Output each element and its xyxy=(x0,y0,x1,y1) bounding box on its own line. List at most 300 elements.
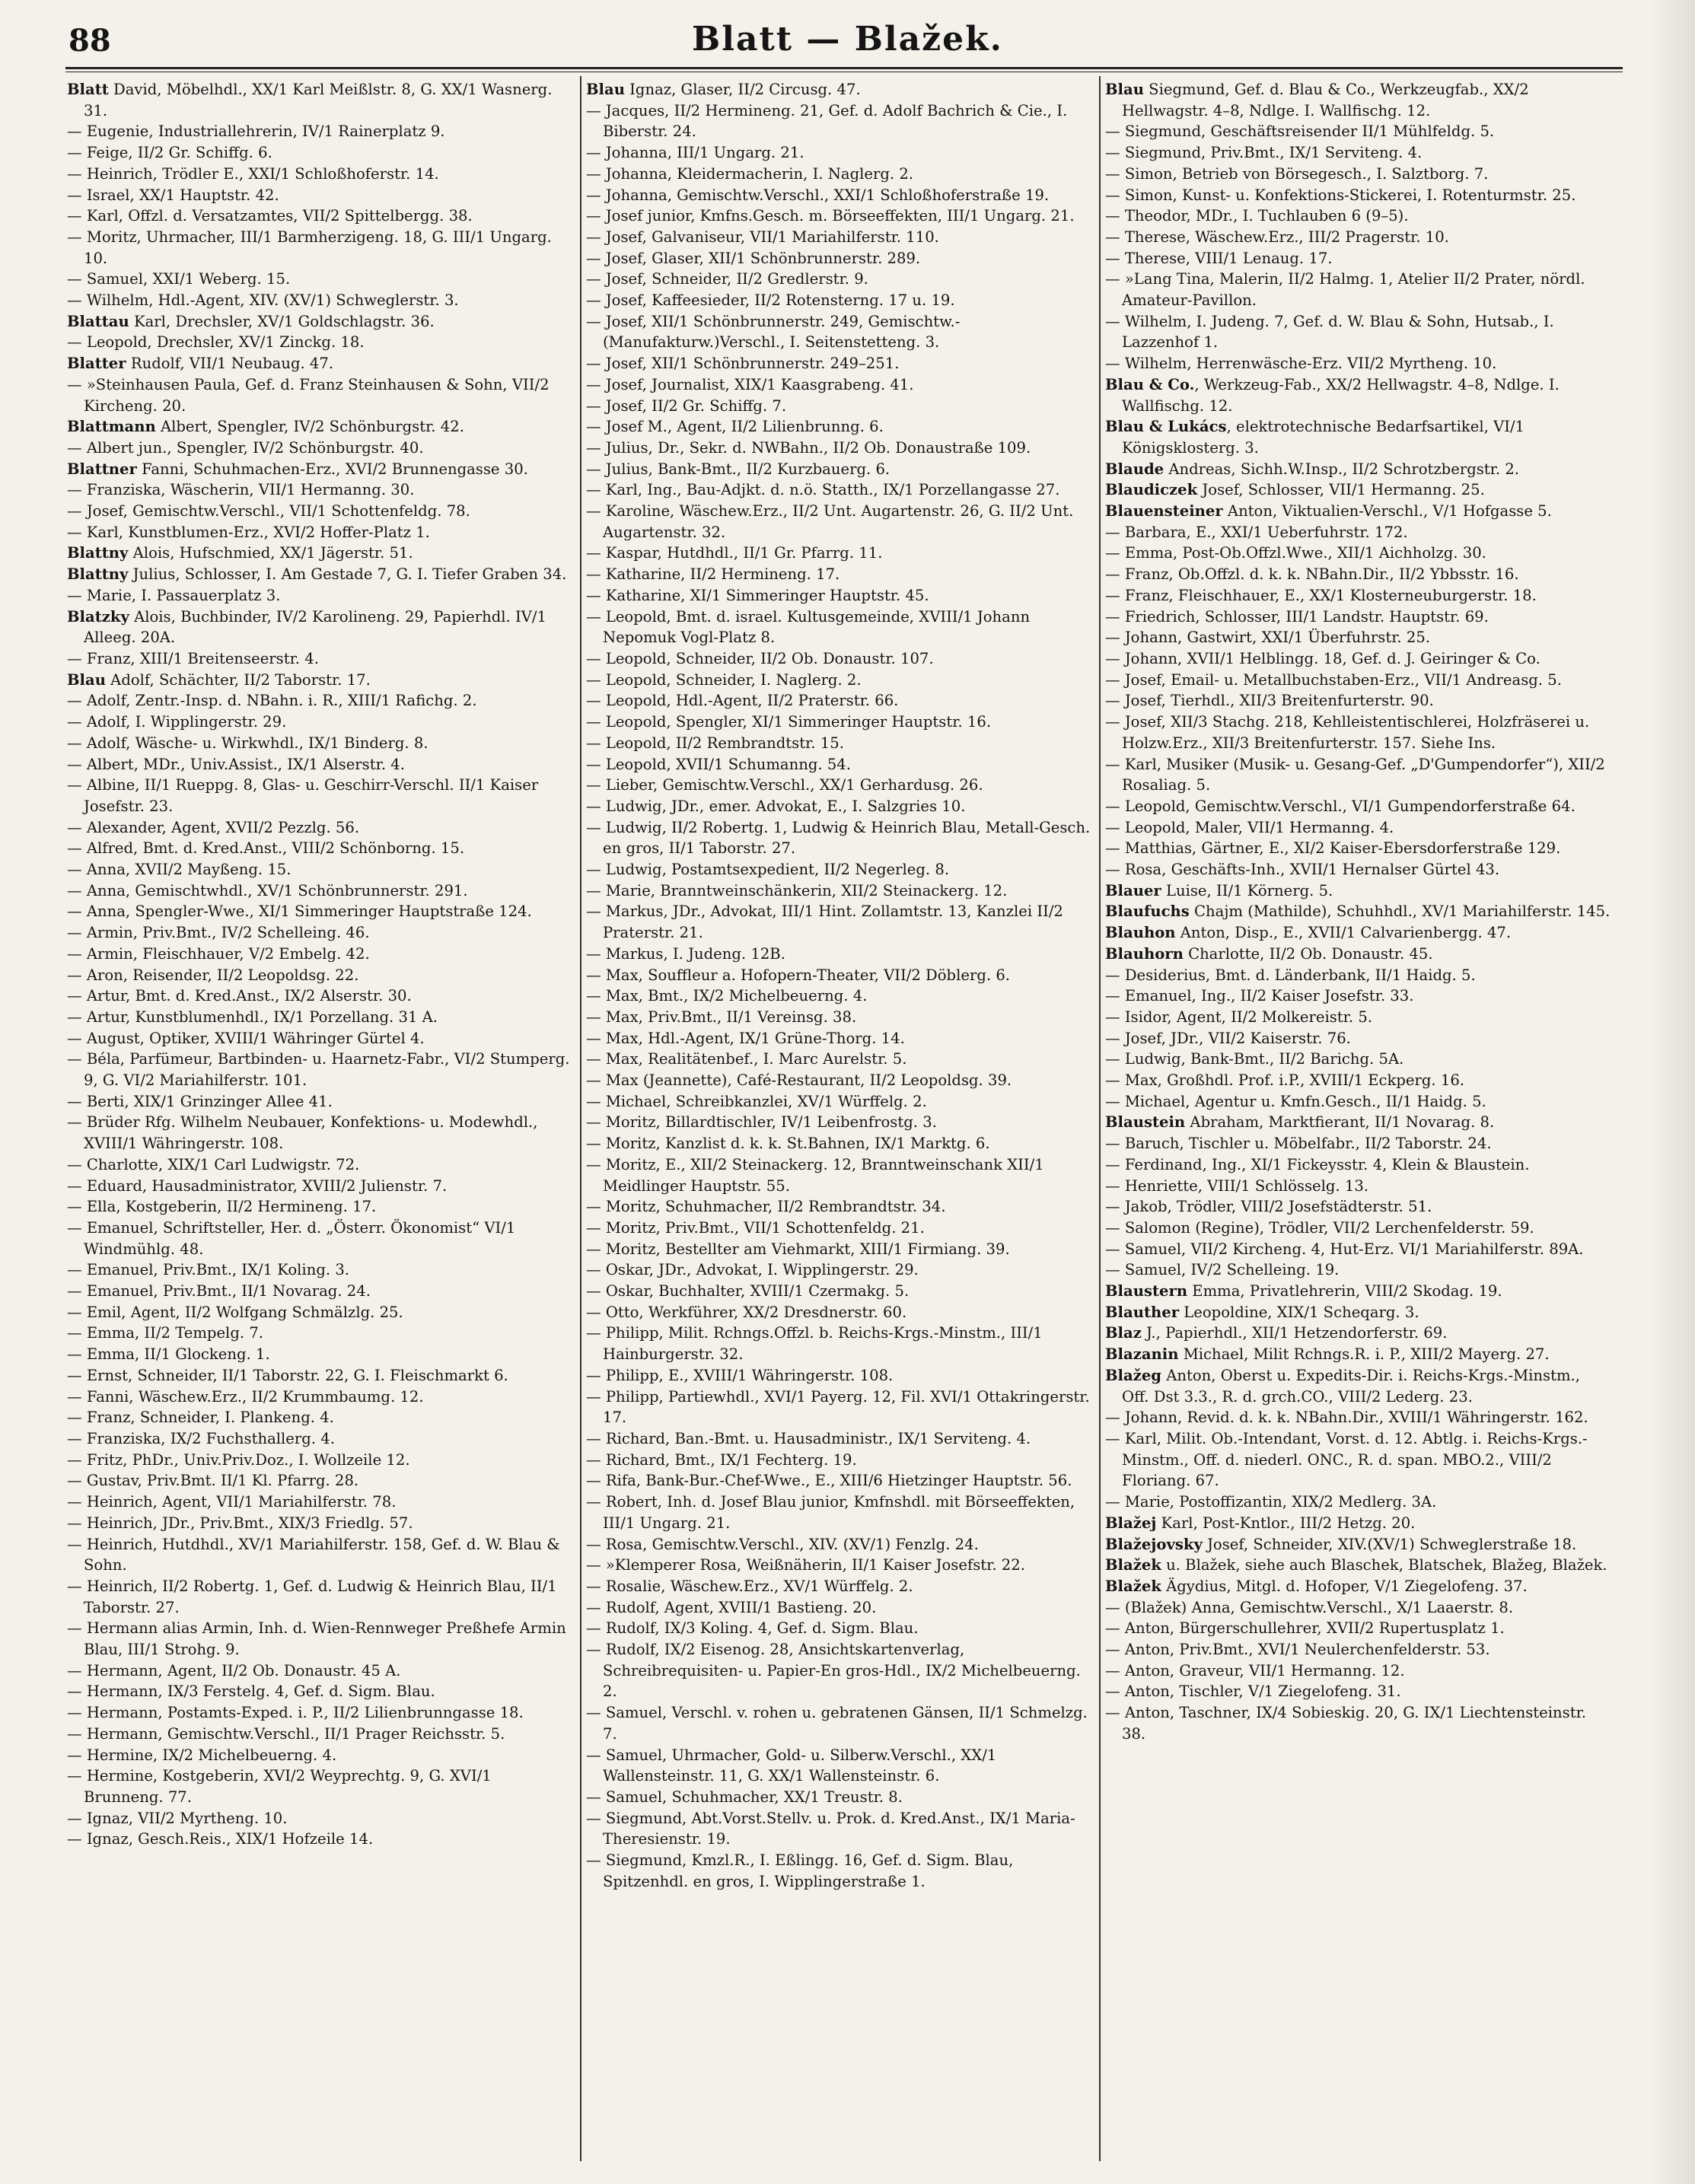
directory-entry xyxy=(1105,712,1611,753)
entry-headword: Blažej xyxy=(1105,1514,1157,1532)
entry-text: — Rudolf, IX/2 Eisenog. 28, Ansichtskartenverlag, Schreibrequisiten- u. Papier-En gros-Hdl., IX/2 Michelbeuerng. 2. xyxy=(586,1641,1081,1701)
entry-headword: Blatt xyxy=(67,81,109,98)
entry-text: — Moritz, Kanzlist d. k. k. St.Bahnen, IX/1 Marktg. 6. xyxy=(586,1135,990,1153)
column-3 xyxy=(1105,79,1611,2164)
entry-text: — Josef, XII/1 Schönbrunnerstr. 249–251. xyxy=(586,355,900,373)
entry-text: — Josef, II/2 Gr. Schiffg. 7. xyxy=(586,396,787,415)
directory-entry xyxy=(586,754,1092,775)
entry-text: Charlotte, II/2 Ob. Donaustr. 45. xyxy=(1183,944,1433,963)
entry-text: — Anton, Bürgerschullehrer, XVII/2 Rupertusplatz 1. xyxy=(1105,1619,1505,1638)
directory-entry xyxy=(586,438,1092,459)
directory-entry xyxy=(67,1218,573,1259)
directory-entry xyxy=(67,922,573,944)
directory-entry xyxy=(1105,374,1611,416)
entry-text: — Leopold, II/2 Rembrandtstr. 15. xyxy=(586,734,844,752)
directory-entry xyxy=(586,416,1092,438)
entry-text: Josef, Schneider, XIV.(XV/1) Schweglerstraße 18. xyxy=(1202,1535,1577,1553)
directory-entry xyxy=(67,1407,573,1428)
entry-text: — Josef, JDr., VII/2 Kaiserstr. 76. xyxy=(1105,1029,1351,1047)
directory-entry xyxy=(67,1007,573,1028)
entry-text: — Josef, Glaser, XII/1 Schönbrunnerstr. 289. xyxy=(586,249,921,267)
entry-text: — Hermann alias Armin, Inh. d. Wien-Rennweger Preßhefe Armin Blau, III/1 Strohg. 9. xyxy=(67,1619,566,1659)
directory-entry xyxy=(67,1302,573,1323)
directory-entry xyxy=(586,1555,1092,1576)
directory-entry xyxy=(67,1154,573,1176)
directory-entry xyxy=(586,1639,1092,1702)
entry-headword: Blattau xyxy=(67,312,129,330)
entry-text: — Hermann, Agent, II/2 Ob. Donaustr. 45 A. xyxy=(67,1661,401,1679)
entry-text: — Franz, Fleischhauer, E., XX/1 Klosterneuburgerstr. 18. xyxy=(1105,586,1537,604)
directory-entry xyxy=(586,1239,1092,1260)
entry-text: — Emanuel, Ing., II/2 Kaiser Josefstr. 33. xyxy=(1105,987,1414,1005)
directory-entry xyxy=(1105,311,1611,353)
entry-text: Anton, Disp., E., XVII/1 Calvarienbergg. 47. xyxy=(1175,924,1512,942)
entry-text: — Marie, Postoffizantin, XIX/2 Medlerg. 3A. xyxy=(1105,1493,1437,1511)
directory-entry xyxy=(1105,564,1611,585)
directory-entry xyxy=(1105,606,1611,628)
column-divider xyxy=(580,76,581,2161)
entry-text: — Julius, Dr., Sekr. d. NWBahn., II/2 Ob. Donaustraße 109. xyxy=(586,438,1031,457)
entry-text: — Anton, Priv.Bmt., XVI/1 Neulerchenfelderstr. 53. xyxy=(1105,1641,1490,1659)
entry-text: — Josef, Kaffeesieder, II/2 Rotensterng. 17 u. 19. xyxy=(586,291,955,310)
entry-text: — Desiderius, Bmt. d. Länderbank, II/1 Haidg. 5. xyxy=(1105,966,1476,984)
entry-text: — Markus, JDr., Advokat, III/1 Hint. Zollamtstr. 13, Kanzlei II/2 Praterstr. 21. xyxy=(586,903,1063,942)
directory-entry xyxy=(586,1007,1092,1028)
entry-text: — Adolf, Zentr.-Insp. d. NBahn. i. R., XIII/1 Rafichg. 2. xyxy=(67,692,477,710)
entry-text: Abraham, Marktfierant, II/1 Novarag. 8. xyxy=(1185,1113,1495,1132)
entry-text: — Max, Realitätenbef., I. Marc Aurelstr. 5. xyxy=(586,1050,907,1068)
entry-text: — Samuel, IV/2 Schelleing. 19. xyxy=(1105,1261,1340,1279)
directory-entry xyxy=(67,311,573,333)
directory-entry xyxy=(1105,965,1611,986)
directory-entry xyxy=(67,1745,573,1766)
entry-text: — Artur, Bmt. d. Kred.Anst., IX/2 Alserstr. 30. xyxy=(67,987,412,1005)
entry-text: — Samuel, Uhrmacher, Gold- u. Silberw.Verschl., XX/1 Wallensteinstr. 11, G. XX/1 Wallensteinstr. 6. xyxy=(586,1746,997,1785)
directory-entry xyxy=(67,1112,573,1154)
entry-text: — Siegmund, Kmzl.R., I. Eßlingg. 16, Gef. d. Sigm. Blau, Spitzenhdl. en gros, I. Wipplingerstraße 1. xyxy=(586,1851,1014,1890)
directory-entry xyxy=(67,142,573,164)
entry-text: , Werkzeug-Fab., XX/2 Hellwagstr. 4–8, Ndlge. I. Wallfischg. 12. xyxy=(1122,375,1560,415)
entry-text: — Jacques, II/2 Hermineng. 21, Gef. d. Adolf Bachrich & Cie., I. Biberstr. 24. xyxy=(586,101,1068,141)
entry-text: Ägydius, Mitgl. d. Hofoper, V/1 Ziegelofeng. 37. xyxy=(1161,1577,1528,1595)
entry-text: — Ferdinand, Ing., XI/1 Fickeysstr. 4, Klein & Blaustein. xyxy=(1105,1155,1530,1173)
entry-text: Andreas, Sichh.W.Insp., II/2 Schrotzbergstr. 2. xyxy=(1164,460,1520,478)
directory-entry xyxy=(586,1428,1092,1450)
directory-entry xyxy=(1105,1365,1611,1407)
directory-entry xyxy=(586,459,1092,480)
directory-entry xyxy=(67,1028,573,1049)
directory-entry xyxy=(67,1386,573,1408)
directory-entry xyxy=(1105,796,1611,817)
entry-text: — Josef, Gemischtw.Verschl., VII/1 Schottenfeldg. 78. xyxy=(67,502,470,521)
entry-headword: Blauer xyxy=(1105,881,1161,899)
directory-entry xyxy=(586,606,1092,648)
directory-entry xyxy=(1105,1302,1611,1323)
directory-entry xyxy=(67,1470,573,1492)
entry-text: — Josef, Journalist, XIX/1 Kaasgrabeng. 41. xyxy=(586,375,914,393)
entry-text: Luise, II/1 Körnerg. 5. xyxy=(1161,881,1333,899)
entry-text: — Friedrich, Schlosser, III/1 Landstr. Hauptstr. 69. xyxy=(1105,607,1489,626)
entry-text: , elektrotechnische Bedarfsartikel, VI/1 Königsklosterg. 3. xyxy=(1122,418,1525,457)
directory-entry xyxy=(1105,1154,1611,1176)
entry-text: — Hermann, Gemischtw.Verschl., II/1 Prager Reichsstr. 5. xyxy=(67,1724,505,1743)
directory-entry xyxy=(67,121,573,142)
entry-text: — Karl, Milit. Ob.-Intendant, Vorst. d. 12. Abtlg. i. Reichs-Krgs.-Minstm., Off. d. niederl. ONC., R. d. span. MBO.2., VIII/2 Floriang. 67. xyxy=(1105,1430,1588,1490)
directory-entry xyxy=(67,712,573,733)
entry-text: — Johanna, Gemischtw.Verschl., XXI/1 Schloßhoferstraße 19. xyxy=(586,186,1050,204)
directory-entry xyxy=(1105,880,1611,902)
entry-text: — Ludwig, Bank-Bmt., II/2 Barichg. 5A. xyxy=(1105,1050,1404,1068)
entry-text: — Simon, Betrieb von Börsegesch., I. Salztborg. 7. xyxy=(1105,164,1489,183)
directory-entry xyxy=(586,1534,1092,1555)
entry-text: — Feige, II/2 Gr. Schiffg. 6. xyxy=(67,144,272,162)
directory-entry xyxy=(586,1049,1092,1070)
directory-entry xyxy=(67,817,573,839)
entry-text: Michael, Milit Rchngs.R. i. P., XIII/2 Mayerg. 27. xyxy=(1178,1345,1550,1364)
entry-headword: Blažeg xyxy=(1105,1366,1161,1384)
entry-text: — Max (Jeannette), Café-Restaurant, II/2 Leopoldsg. 39. xyxy=(586,1071,1012,1090)
directory-entry xyxy=(586,859,1092,880)
entry-text: — Josef junior, Kmfns.Gesch. m. Börseeffekten, III/1 Ungarg. 21. xyxy=(586,207,1075,225)
directory-entry xyxy=(586,1154,1092,1196)
entry-text: — Adolf, Wäsche- u. Wirkwhdl., IX/1 Binderg. 8. xyxy=(67,734,429,752)
entry-headword: Blauhorn xyxy=(1105,944,1184,963)
entry-text: — Siegmund, Geschäftsreisender II/1 Mühlfeldg. 5. xyxy=(1105,123,1495,141)
entry-headword: Blatter xyxy=(67,355,126,373)
page-header xyxy=(0,0,1695,61)
directory-entry xyxy=(1105,227,1611,248)
entry-text: — Leopold, Hdl.-Agent, II/2 Praterstr. 66. xyxy=(586,692,899,710)
entry-headword: Blazanin xyxy=(1105,1345,1179,1364)
directory-entry xyxy=(586,185,1092,206)
entry-text: — Robert, Inh. d. Josef Blau junior, Kmfnshdl. mit Börseeffekten, III/1 Ungarg. 21. xyxy=(586,1493,1075,1532)
directory-entry xyxy=(67,1428,573,1450)
entry-text: — Emma, II/1 Glockeng. 1. xyxy=(67,1345,270,1364)
directory-entry xyxy=(586,1365,1092,1386)
directory-entry xyxy=(67,585,573,606)
directory-entry xyxy=(1105,690,1611,712)
entry-text: — Ludwig, JDr., emer. Advokat, E., I. Salzgries 10. xyxy=(586,797,966,815)
entry-text: — Alfred, Bmt. d. Kred.Anst., VIII/2 Schönborng. 15. xyxy=(67,839,465,858)
entry-headword: Blau xyxy=(1105,81,1144,98)
directory-entry xyxy=(1105,648,1611,670)
entry-text: — Fanni, Wäschew.Erz., II/2 Krummbaumg. 12. xyxy=(67,1387,424,1406)
directory-entry xyxy=(586,1323,1092,1364)
entry-text: — Theodor, MDr., I. Tuchlauben 6 (9–5). xyxy=(1105,207,1409,225)
directory-entry xyxy=(67,1196,573,1218)
entry-text: — Brüder Rfg. Wilhelm Neubauer, Konfektions- u. Modewhdl., XVIII/1 Währingerstr. 108. xyxy=(67,1113,538,1153)
directory-entry xyxy=(586,564,1092,585)
entry-text: — Baruch, Tischler u. Möbelfabr., II/2 Taborstr. 24. xyxy=(1105,1135,1492,1153)
directory-entry xyxy=(67,564,573,585)
entry-text: — Aron, Reisender, II/2 Leopoldsg. 22. xyxy=(67,966,359,984)
directory-entry xyxy=(67,185,573,206)
entry-text: — Oskar, Buchhalter, XVIII/1 Czermakg. 5. xyxy=(586,1282,910,1301)
entry-text: — Johanna, Kleidermacherin, I. Naglerg. 2. xyxy=(586,164,914,183)
entry-text: — Markus, I. Judeng. 12B. xyxy=(586,944,785,963)
directory-entry xyxy=(586,648,1092,670)
entry-headword: Blattmann xyxy=(67,418,156,436)
entry-text: — Rudolf, Agent, XVIII/1 Bastieng. 20. xyxy=(586,1598,877,1616)
entry-text: Rudolf, VII/1 Neubaug. 47. xyxy=(126,355,334,373)
directory-entry xyxy=(1105,248,1611,269)
entry-text: Alois, Buchbinder, IV/2 Karolineng. 29, Papierhdl. IV/1 Alleeg. 20A. xyxy=(84,607,546,647)
directory-entry xyxy=(586,1070,1092,1091)
entry-text: — Albert jun., Spengler, IV/2 Schönburgstr. 40. xyxy=(67,438,424,457)
entry-text: — Karl, Musiker (Musik- u. Gesang-Gef. „D'Gumpendorfer“), XII/2 Rosaliag. 5. xyxy=(1105,755,1605,794)
directory-entry xyxy=(67,1259,573,1281)
directory-entry xyxy=(586,479,1092,501)
directory-entry xyxy=(67,1724,573,1745)
entry-text: — Michael, Schreibkanzlei, XV/1 Würffelg. 2. xyxy=(586,1092,927,1110)
entry-text: — Leopold, Bmt. d. israel. Kultusgemeinde, XVIII/1 Johann Nepomuk Vogl-Platz 8. xyxy=(586,607,1031,647)
directory-entry xyxy=(586,1112,1092,1133)
directory-entry xyxy=(67,1702,573,1724)
directory-entry xyxy=(67,1513,573,1534)
entry-text: — Berti, XIX/1 Grinzinger Allee 41. xyxy=(67,1092,333,1110)
directory-entry xyxy=(67,670,573,691)
directory-entry xyxy=(67,754,573,775)
directory-entry xyxy=(1105,205,1611,227)
entry-text: — Artur, Kunstblumenhdl., IX/1 Porzellang. 31 A. xyxy=(67,1008,438,1026)
entry-text: — Béla, Parfümeur, Bartbinden- u. Haarnetz-Fabr., VI/2 Stumperg. 9, G. VI/2 Mariahilferstr. 101. xyxy=(67,1050,570,1090)
directory-entry xyxy=(1105,1534,1611,1555)
entry-text: — Heinrich, JDr., Priv.Bmt., XIX/3 Friedlg. 57. xyxy=(67,1514,413,1532)
entry-text: — Hermann, Postamts-Exped. i. P., II/2 Lilienbrunngasse 18. xyxy=(67,1704,524,1722)
directory-entry xyxy=(67,290,573,311)
directory-entry xyxy=(67,438,573,459)
directory-entry xyxy=(67,416,573,438)
directory-entry xyxy=(67,332,573,353)
directory-entry xyxy=(586,164,1092,185)
entry-text: — Max, Großhdl. Prof. i.P., XVIII/1 Eckperg. 16. xyxy=(1105,1071,1465,1090)
entry-text: — Josef M., Agent, II/2 Lilienbrunng. 6. xyxy=(586,418,884,436)
entry-text: — (Blažek) Anna, Gemischtw.Verschl., X/1 Laaerstr. 8. xyxy=(1105,1598,1514,1616)
entry-text: — Johann, Revid. d. k. k. NBahn.Dir., XVIII/1 Währingerstr. 162. xyxy=(1105,1409,1588,1427)
entry-text: Siegmund, Gef. d. Blau & Co., Werkzeugfab., XX/2 Hellwagstr. 4–8, Ndlge. I. Wallfischg. 12. xyxy=(1122,81,1529,119)
entry-headword: Blatzky xyxy=(67,607,129,626)
entry-text: — August, Optiker, XVIII/1 Währinger Gürtel 4. xyxy=(67,1029,425,1047)
entry-text: Ignaz, Glaser, II/2 Circusg. 47. xyxy=(624,81,861,98)
entry-text: — Siegmund, Abt.Vorst.Stellv. u. Prok. d. Kred.Anst., IX/1 Maria-Theresienstr. 19. xyxy=(586,1809,1075,1848)
column-2 xyxy=(586,79,1092,2164)
directory-entry xyxy=(586,985,1092,1007)
directory-entry xyxy=(1105,1239,1611,1260)
directory-entry xyxy=(586,374,1092,396)
entry-text: — Josef, XII/3 Stachg. 218, Kehlleistentischlerei, Holzfräserei u. Holzw.Erz., XII/3 Breitenfurterstr. 157. Siehe Ins. xyxy=(1105,713,1590,752)
entry-text: — Max, Bmt., IX/2 Michelbeuerng. 4. xyxy=(586,987,868,1005)
directory-entry xyxy=(586,100,1092,142)
entry-text: — Adolf, I. Wipplingerstr. 29. xyxy=(67,713,287,731)
directory-entry xyxy=(67,1808,573,1829)
entry-text: — Karl, Kunstblumen-Erz., XVI/2 Hoffer-Platz 1. xyxy=(67,523,430,541)
entry-text: — Kaspar, Hutdhdl., II/1 Gr. Pfarrg. 11. xyxy=(586,544,883,562)
entry-text: — Rudolf, IX/3 Koling. 4, Gef. d. Sigm. Blau. xyxy=(586,1619,919,1638)
directory-entry xyxy=(586,670,1092,691)
entry-text: — Leopold, XVII/1 Schumanng. 54. xyxy=(586,755,851,773)
directory-entry xyxy=(1105,1070,1611,1091)
directory-entry xyxy=(1105,1660,1611,1682)
entry-text: — Julius, Bank-Bmt., II/2 Kurzbauerg. 6. xyxy=(586,460,891,478)
entry-text: Leopoldine, XIX/1 Scheqarg. 3. xyxy=(1179,1303,1419,1321)
entry-text: — Moritz, E., XII/2 Steinackerg. 12, Branntweinschank XII/1 Meidlinger Hauptstr. 55. xyxy=(586,1155,1044,1195)
directory-entry xyxy=(67,1681,573,1702)
entry-text: — Ernst, Schneider, II/1 Taborstr. 22, G. I. Fleischmarkt 6. xyxy=(67,1366,508,1384)
directory-entry xyxy=(586,690,1092,712)
directory-entry xyxy=(67,606,573,648)
directory-entry xyxy=(586,205,1092,227)
directory-entry xyxy=(586,543,1092,564)
directory-entry xyxy=(67,1450,573,1471)
entry-text: — Karoline, Wäschew.Erz., II/2 Unt. Augartenstr. 26, G. II/2 Unt. Augartenstr. 32. xyxy=(586,502,1074,541)
entry-text: u. Blažek, siehe auch Blaschek, Blatschek, Blažeg, Blažek. xyxy=(1161,1556,1607,1574)
entry-text: Karl, Drechsler, XV/1 Goldschlagstr. 36. xyxy=(129,312,435,330)
directory-entry xyxy=(586,142,1092,164)
entry-text: — Josef, Tierhdl., XII/3 Breitenfurterstr. 90. xyxy=(1105,692,1434,710)
entry-text: — Hermine, Kostgeberin, XVI/2 Weyprechtg. 9, G. XVI/1 Brunneng. 77. xyxy=(67,1767,492,1806)
entry-text: Karl, Post-Kntlor., III/2 Hetzg. 20. xyxy=(1156,1514,1416,1532)
directory-entry xyxy=(1105,1639,1611,1660)
entry-text: — Oskar, JDr., Advokat, I. Wipplingerstr. 29. xyxy=(586,1261,919,1279)
entry-text: — Albine, II/1 Rueppg. 8, Glas- u. Geschirr-Verschl. II/1 Kaiser Josefstr. 23. xyxy=(67,776,539,815)
entry-text: — Franziska, Wäscherin, VII/1 Hermanng. 30. xyxy=(67,481,415,499)
directory-entry xyxy=(67,1176,573,1197)
directory-entry xyxy=(586,79,1092,100)
entry-headword: Blattny xyxy=(67,565,129,584)
directory-entry xyxy=(67,690,573,712)
entry-text: — Josef, Galvaniseur, VII/1 Mariahilferstr. 110. xyxy=(586,228,939,246)
entry-text: — Emil, Agent, II/2 Wolfgang Schmälzlg. 25. xyxy=(67,1303,403,1321)
directory-entry xyxy=(1105,1218,1611,1239)
entry-text: — Gustav, Priv.Bmt. II/1 Kl. Pfarrg. 28. xyxy=(67,1472,359,1490)
directory-entry xyxy=(67,1765,573,1807)
directory-entry xyxy=(586,1302,1092,1323)
entry-headword: Blau & Lukács xyxy=(1105,418,1227,436)
directory-entry xyxy=(67,1492,573,1513)
directory-entry xyxy=(1105,754,1611,796)
entry-text: — Siegmund, Priv.Bmt., IX/1 Serviteng. 4. xyxy=(1105,144,1423,162)
entry-text: — Max, Priv.Bmt., II/1 Vereinsg. 38. xyxy=(586,1008,857,1026)
entry-text: — Marie, Branntweinschänkerin, XII/2 Steinackerg. 12. xyxy=(586,881,1008,899)
entry-text: — Armin, Fleischhauer, V/2 Embelg. 42. xyxy=(67,944,370,963)
entry-text: — Moritz, Uhrmacher, III/1 Barmherzigeng. 18, G. III/1 Ungarg. 10. xyxy=(67,228,552,267)
directory-entry xyxy=(1105,164,1611,185)
entry-text: — Rosalie, Wäschew.Erz., XV/1 Würffelg. 2. xyxy=(586,1577,913,1595)
directory-entry xyxy=(1105,585,1611,606)
entry-text: — Albert, MDr., Univ.Assist., IX/1 Alserstr. 4. xyxy=(67,755,405,773)
entry-text: — Anton, Tischler, V/1 Ziegelofeng. 31. xyxy=(1105,1683,1401,1701)
directory-entry xyxy=(586,1218,1092,1239)
directory-entry xyxy=(67,1323,573,1344)
directory-entry xyxy=(1105,1196,1611,1218)
directory-entry xyxy=(586,1597,1092,1619)
directory-entry xyxy=(67,838,573,859)
entry-headword: Blaudiczek xyxy=(1105,481,1198,499)
entry-text: — Charlotte, XIX/1 Carl Ludwigstr. 72. xyxy=(67,1155,360,1173)
directory-entry xyxy=(1105,479,1611,501)
page-number: 88 xyxy=(69,23,111,59)
directory-entry xyxy=(586,1576,1092,1597)
directory-entry xyxy=(67,269,573,290)
entry-text: — Otto, Werkführer, XX/2 Dresdnerstr. 60. xyxy=(586,1303,907,1321)
entry-text: — Heinrich, Trödler E., XXI/1 Schloßhoferstr. 14. xyxy=(67,164,439,183)
entry-text: — Ignaz, Gesch.Reis., XIX/1 Hofzeile 14. xyxy=(67,1830,374,1848)
entry-text: — Samuel, Schuhmacher, XX/1 Treustr. 8. xyxy=(586,1788,903,1806)
directory-entry xyxy=(586,1850,1092,1892)
directory-entry xyxy=(586,396,1092,417)
entry-text: — Franz, XIII/1 Breitenseerstr. 4. xyxy=(67,649,319,667)
entry-text: Josef, Schlosser, VII/1 Hermanng. 25. xyxy=(1197,481,1485,499)
directory-entry xyxy=(1105,1407,1611,1428)
directory-entry xyxy=(67,1829,573,1850)
column-divider xyxy=(1099,76,1101,2161)
directory-entry xyxy=(1105,1259,1611,1281)
directory-entry xyxy=(1105,1492,1611,1513)
entry-headword: Blaude xyxy=(1105,460,1165,478)
entry-text: — Michael, Agentur u. Kmfn.Gesch., II/1 Haidg. 5. xyxy=(1105,1092,1486,1110)
directory-entry xyxy=(586,965,1092,986)
directory-entry xyxy=(586,1808,1092,1850)
entry-text: — Alexander, Agent, XVII/2 Pezzlg. 56. xyxy=(67,818,360,836)
directory-entry xyxy=(67,1660,573,1682)
directory-entry xyxy=(1105,922,1611,944)
directory-entry xyxy=(1105,1576,1611,1597)
directory-entry xyxy=(1105,522,1611,543)
directory-entry xyxy=(586,1702,1092,1744)
directory-entry xyxy=(67,901,573,922)
entry-headword: Blattner xyxy=(67,460,137,478)
directory-entry xyxy=(586,712,1092,733)
directory-entry xyxy=(67,1576,573,1618)
directory-entry xyxy=(67,880,573,902)
entry-text: — Richard, Bmt., IX/1 Fechterg. 19. xyxy=(586,1450,857,1469)
directory-entry xyxy=(1105,543,1611,564)
entry-text: — Heinrich, Hutdhdl., XV/1 Mariahilferstr. 158, Gef. d. W. Blau & Sohn. xyxy=(67,1535,560,1574)
entry-text: — Moritz, Priv.Bmt., VII/1 Schottenfeldg. 21. xyxy=(586,1218,925,1237)
directory-entry xyxy=(1105,1176,1611,1197)
directory-entry xyxy=(1105,859,1611,880)
entry-text: — Wilhelm, I. Judeng. 7, Gef. d. W. Blau & Sohn, Hutsab., I. Lazzenhof 1. xyxy=(1105,312,1554,352)
entry-text: Alois, Hufschmied, XX/1 Jägerstr. 51. xyxy=(128,544,413,562)
directory-entry xyxy=(586,1618,1092,1639)
directory-entry xyxy=(586,1133,1092,1154)
entry-headword: Blaustern xyxy=(1105,1282,1188,1301)
directory-entry xyxy=(1105,79,1611,121)
entry-text: Albert, Spengler, IV/2 Schönburgstr. 42. xyxy=(155,418,464,436)
directory-entry xyxy=(67,227,573,269)
directory-entry xyxy=(586,585,1092,606)
scan-edge-shadow xyxy=(1649,0,1695,2184)
entry-text: — Rosa, Gemischtw.Verschl., XIV. (XV/1) Fenzlg. 24. xyxy=(586,1535,979,1553)
directory-entry xyxy=(586,227,1092,248)
directory-entry xyxy=(586,1028,1092,1049)
directory-entry xyxy=(586,1091,1092,1113)
directory-entry xyxy=(1105,670,1611,691)
entry-text: — Philipp, E., XVIII/1 Währingerstr. 108. xyxy=(586,1366,894,1384)
entry-text: J., Papierhdl., XII/1 Hetzendorferstr. 69. xyxy=(1141,1324,1448,1342)
directory-entry xyxy=(67,1365,573,1386)
directory-entry xyxy=(1105,1323,1611,1344)
entry-text: — Henriette, VIII/1 Schlösselg. 13. xyxy=(1105,1176,1369,1195)
directory-entry xyxy=(1105,1112,1611,1133)
entry-text: — Franz, Ob.Offzl. d. k. k. NBahn.Dir., II/2 Ybbsstr. 16. xyxy=(1105,565,1519,584)
entry-text: — Samuel, VII/2 Kircheng. 4, Hut-Erz. VI/1 Mariahilferstr. 89A. xyxy=(1105,1240,1584,1258)
entry-text: — Emanuel, Schriftsteller, Her. d. „Österr. Ökonomist“ VI/1 Windmühlg. 48. xyxy=(67,1218,516,1258)
directory-entry xyxy=(586,501,1092,543)
entry-headword: Blattny xyxy=(67,544,129,562)
entry-text: — Emma, Post-Ob.Offzl.Wwe., XII/1 Aichholzg. 30. xyxy=(1105,544,1486,562)
entry-text: — Matthias, Gärtner, E., XI/2 Kaiser-Ebersdorferstraße 129. xyxy=(1105,839,1561,858)
